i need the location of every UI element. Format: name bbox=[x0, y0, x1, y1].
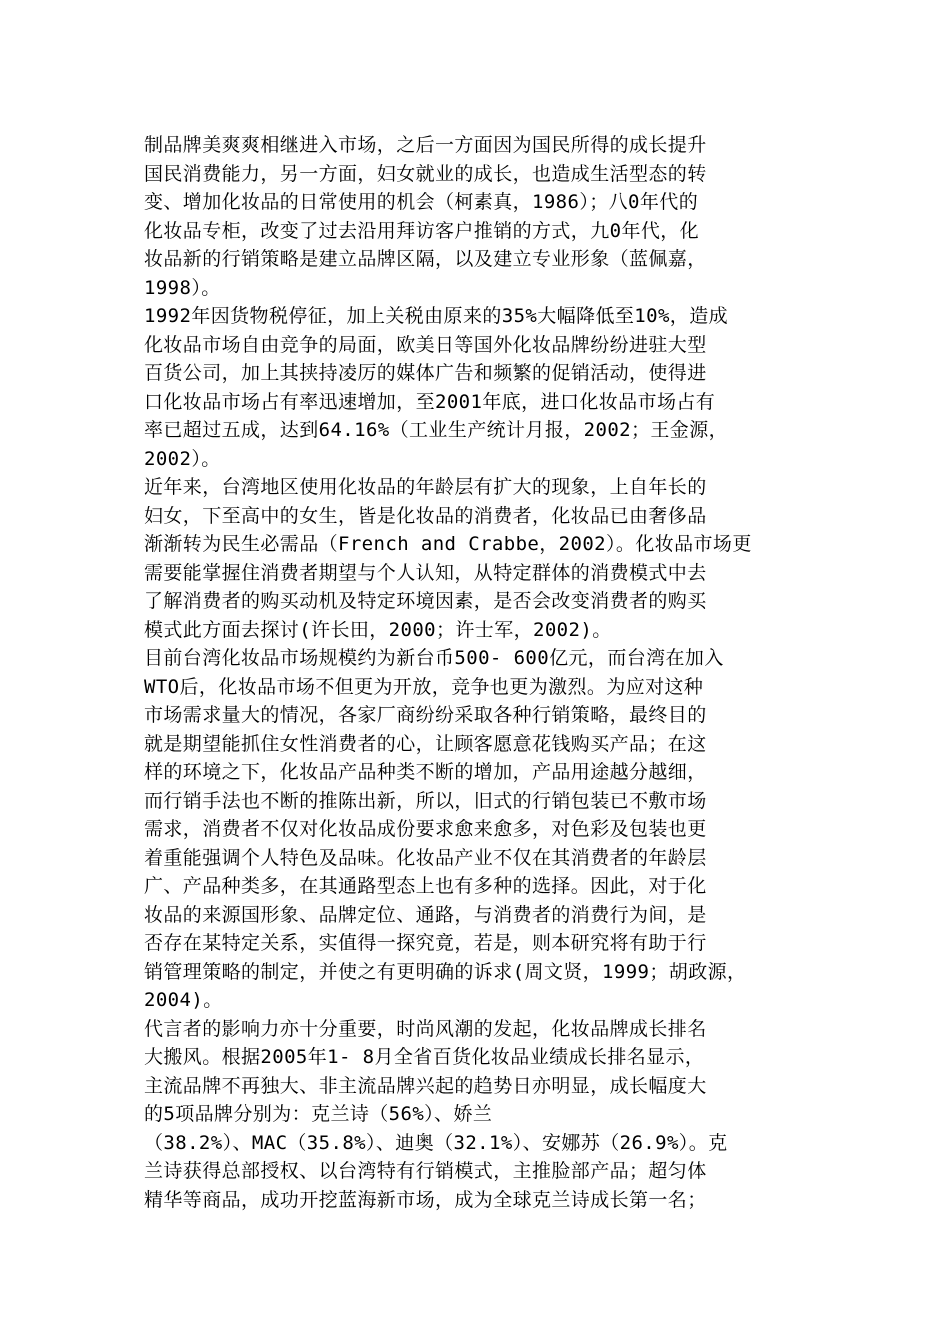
text-line: 2004)。 bbox=[144, 989, 223, 1011]
text-line: 销管理策略的制定，并使之有更明确的诉求(周文贤，1999；胡政源， bbox=[144, 960, 747, 983]
text-line: 化妆品专柜，改变了过去沿用拜访客户推销的方式，九0年代，化 bbox=[144, 219, 700, 242]
text-line: 广、产品种类多，在其通路型态上也有多种的选择。因此，对于化 bbox=[144, 875, 707, 897]
text-line: 化妆品市场自由竞争的局面，欧美日等国外化妆品牌纷纷进驻大型 bbox=[144, 333, 707, 356]
document-body-text bbox=[144, 131, 824, 1214]
text-line: 精华等商品，成功开挖蓝海新市场，成为全球克兰诗成长第一名； bbox=[144, 1188, 707, 1211]
text-line: 主流品牌不再独大、非主流品牌兴起的趋势日亦明显，成长幅度大 bbox=[144, 1074, 707, 1097]
text-line: WTO后，化妆品市场不但更为开放，竞争也更为激烈。为应对这种 bbox=[144, 675, 704, 698]
text-line: 口化妆品市场占有率迅速增加，至2001年底，进口化妆品市场占有 bbox=[144, 390, 716, 413]
text-line: 近年来，台湾地区使用化妆品的年龄层有扩大的现象，上自年长的 bbox=[144, 476, 707, 498]
text-line: 2002）。 bbox=[144, 447, 221, 470]
text-line: 变、增加化妆品的日常使用的机会（柯素真，1986）；八0年代的 bbox=[144, 191, 699, 213]
text-line: 代言者的影响力亦十分重要，时尚风潮的发起，化妆品牌成长排名 bbox=[144, 1017, 707, 1040]
text-line: 样的环境之下，化妆品产品种类不断的增加，产品用途越分越细， bbox=[144, 761, 707, 783]
text-line: 渐渐转为民生必需品（French and Crabbe，2002）。化妆品市场更 bbox=[144, 533, 752, 555]
text-line: 百货公司，加上其挟持凌厉的媒体广告和频繁的促销活动，使得进 bbox=[144, 362, 707, 384]
text-line: 模式此方面去探讨(许长田，2000；许士军，2002)。 bbox=[144, 618, 612, 641]
text-line: 而行销手法也不断的推陈出新，所以，旧式的行销包装已不敷市场 bbox=[144, 789, 707, 812]
text-line: 目前台湾化妆品市场规模约为新台币500- 600亿元，而台湾在加入 bbox=[144, 647, 724, 669]
text-line: 妇女，下至高中的女生，皆是化妆品的消费者，化妆品已由奢侈品 bbox=[144, 504, 707, 527]
text-line: 需要能掌握住消费者期望与个人认知，从特定群体的消费模式中去 bbox=[144, 561, 707, 584]
text-line: 1992年因货物税停征，加上关税由原来的35%大幅降低至10%，造成 bbox=[144, 305, 728, 327]
text-line: 1998）。 bbox=[144, 276, 221, 299]
text-line: 就是期望能抓住女性消费者的心，让顾客愿意花钱购买产品；在这 bbox=[144, 732, 707, 755]
text-line: 妆品新的行销策略是建立品牌区隔，以及建立专业形象（蓝佩嘉， bbox=[144, 248, 707, 270]
text-line: 制品牌美爽爽相继进入市场，之后一方面因为国民所得的成长提升 bbox=[144, 134, 707, 156]
text-line: 需求，消费者不仅对化妆品成份要求愈来愈多，对色彩及包装也更 bbox=[144, 818, 707, 840]
text-line: 的5项品牌分别为：克兰诗（56%）、娇兰 bbox=[144, 1103, 493, 1125]
text-line: 大搬风。根据2005年1- 8月全省百货化妆品业绩成长排名显示， bbox=[144, 1046, 705, 1068]
text-line: 了解消费者的购买动机及特定环境因素，是否会改变消费者的购买 bbox=[144, 590, 707, 612]
text-line: （38.2%）、MAC（35.8%）、迪奥（32.1%）、安娜苏（26.9%）。克 bbox=[144, 1131, 728, 1154]
text-line: 兰诗获得总部授权、以台湾特有行销模式，主推脸部产品；超匀体 bbox=[144, 1160, 707, 1182]
text-line: 着重能强调个人特色及品味。化妆品产业不仅在其消费者的年龄层 bbox=[144, 846, 707, 869]
text-line: 国民消费能力，另一方面，妇女就业的成长，也造成生活型态的转 bbox=[144, 162, 707, 185]
text-line: 市场需求量大的情况，各家厂商纷纷采取各种行销策略，最终目的 bbox=[144, 704, 707, 726]
text-line: 妆品的来源国形象、品牌定位、通路，与消费者的消费行为间，是 bbox=[144, 903, 707, 926]
text-line: 率已超过五成，达到64.16%（工业生产统计月报，2002；王金源， bbox=[144, 419, 728, 441]
text-line: 否存在某特定关系，实值得一探究竟，若是，则本研究将有助于行 bbox=[144, 932, 707, 954]
